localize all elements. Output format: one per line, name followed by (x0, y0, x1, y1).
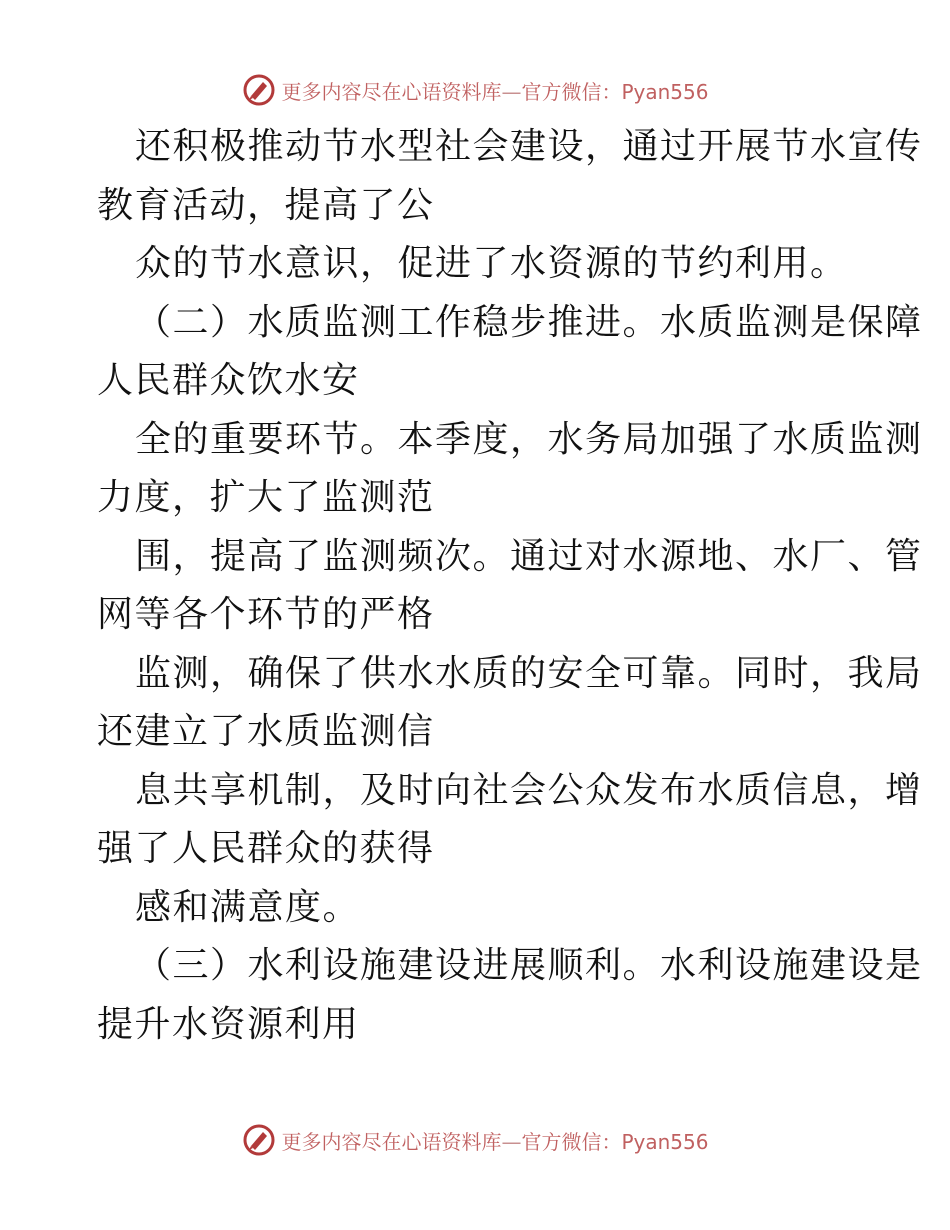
body-line: 围，提高了监测频次。通过对水源地、水厂、管 (135, 535, 923, 577)
body-line: （三）水利设施建设进展顺利。水利设施建设是 (135, 945, 923, 986)
header-watermark-text: 更多内容尽在心语资料库—官方微信：Pyan556 (281, 79, 709, 104)
body-line: 全的重要环节。本季度，水务局加强了水质监测 (135, 418, 923, 460)
body-line: 强了人民群众的获得 (97, 828, 435, 869)
body-line: 教育活动，提高了公 (97, 184, 435, 226)
body-line: 力度，扩大了监测范 (97, 477, 435, 518)
logo-icon (241, 1122, 277, 1158)
body-line: 提升水资源利用 (97, 1003, 360, 1045)
body-line: 众的节水意识，促进了水资源的节约利用。 (135, 243, 848, 284)
body-line: （二）水质监测工作稳步推进。水质监测是保障 (135, 301, 923, 343)
body-line: 息共享机制，及时向社会公众发布水质信息，增 (135, 769, 923, 811)
header-watermark (0, 70, 950, 110)
footer-watermark-text: 更多内容尽在心语资料库—官方微信：Pyan556 (281, 1129, 709, 1154)
body-line: 还建立了水质监测信 (97, 711, 435, 752)
document-body (97, 118, 923, 1054)
logo-icon (241, 72, 277, 108)
body-line: 网等各个环节的严格 (97, 594, 435, 635)
body-line: 人民群众饮水安 (97, 360, 360, 401)
body-line: 监测，确保了供水水质的安全可靠。同时，我局 (135, 652, 923, 694)
footer-watermark (0, 1120, 950, 1160)
body-line: 感和满意度。 (135, 886, 361, 928)
body-line: 还积极推动节水型社会建设，通过开展节水宣传 (135, 126, 923, 167)
